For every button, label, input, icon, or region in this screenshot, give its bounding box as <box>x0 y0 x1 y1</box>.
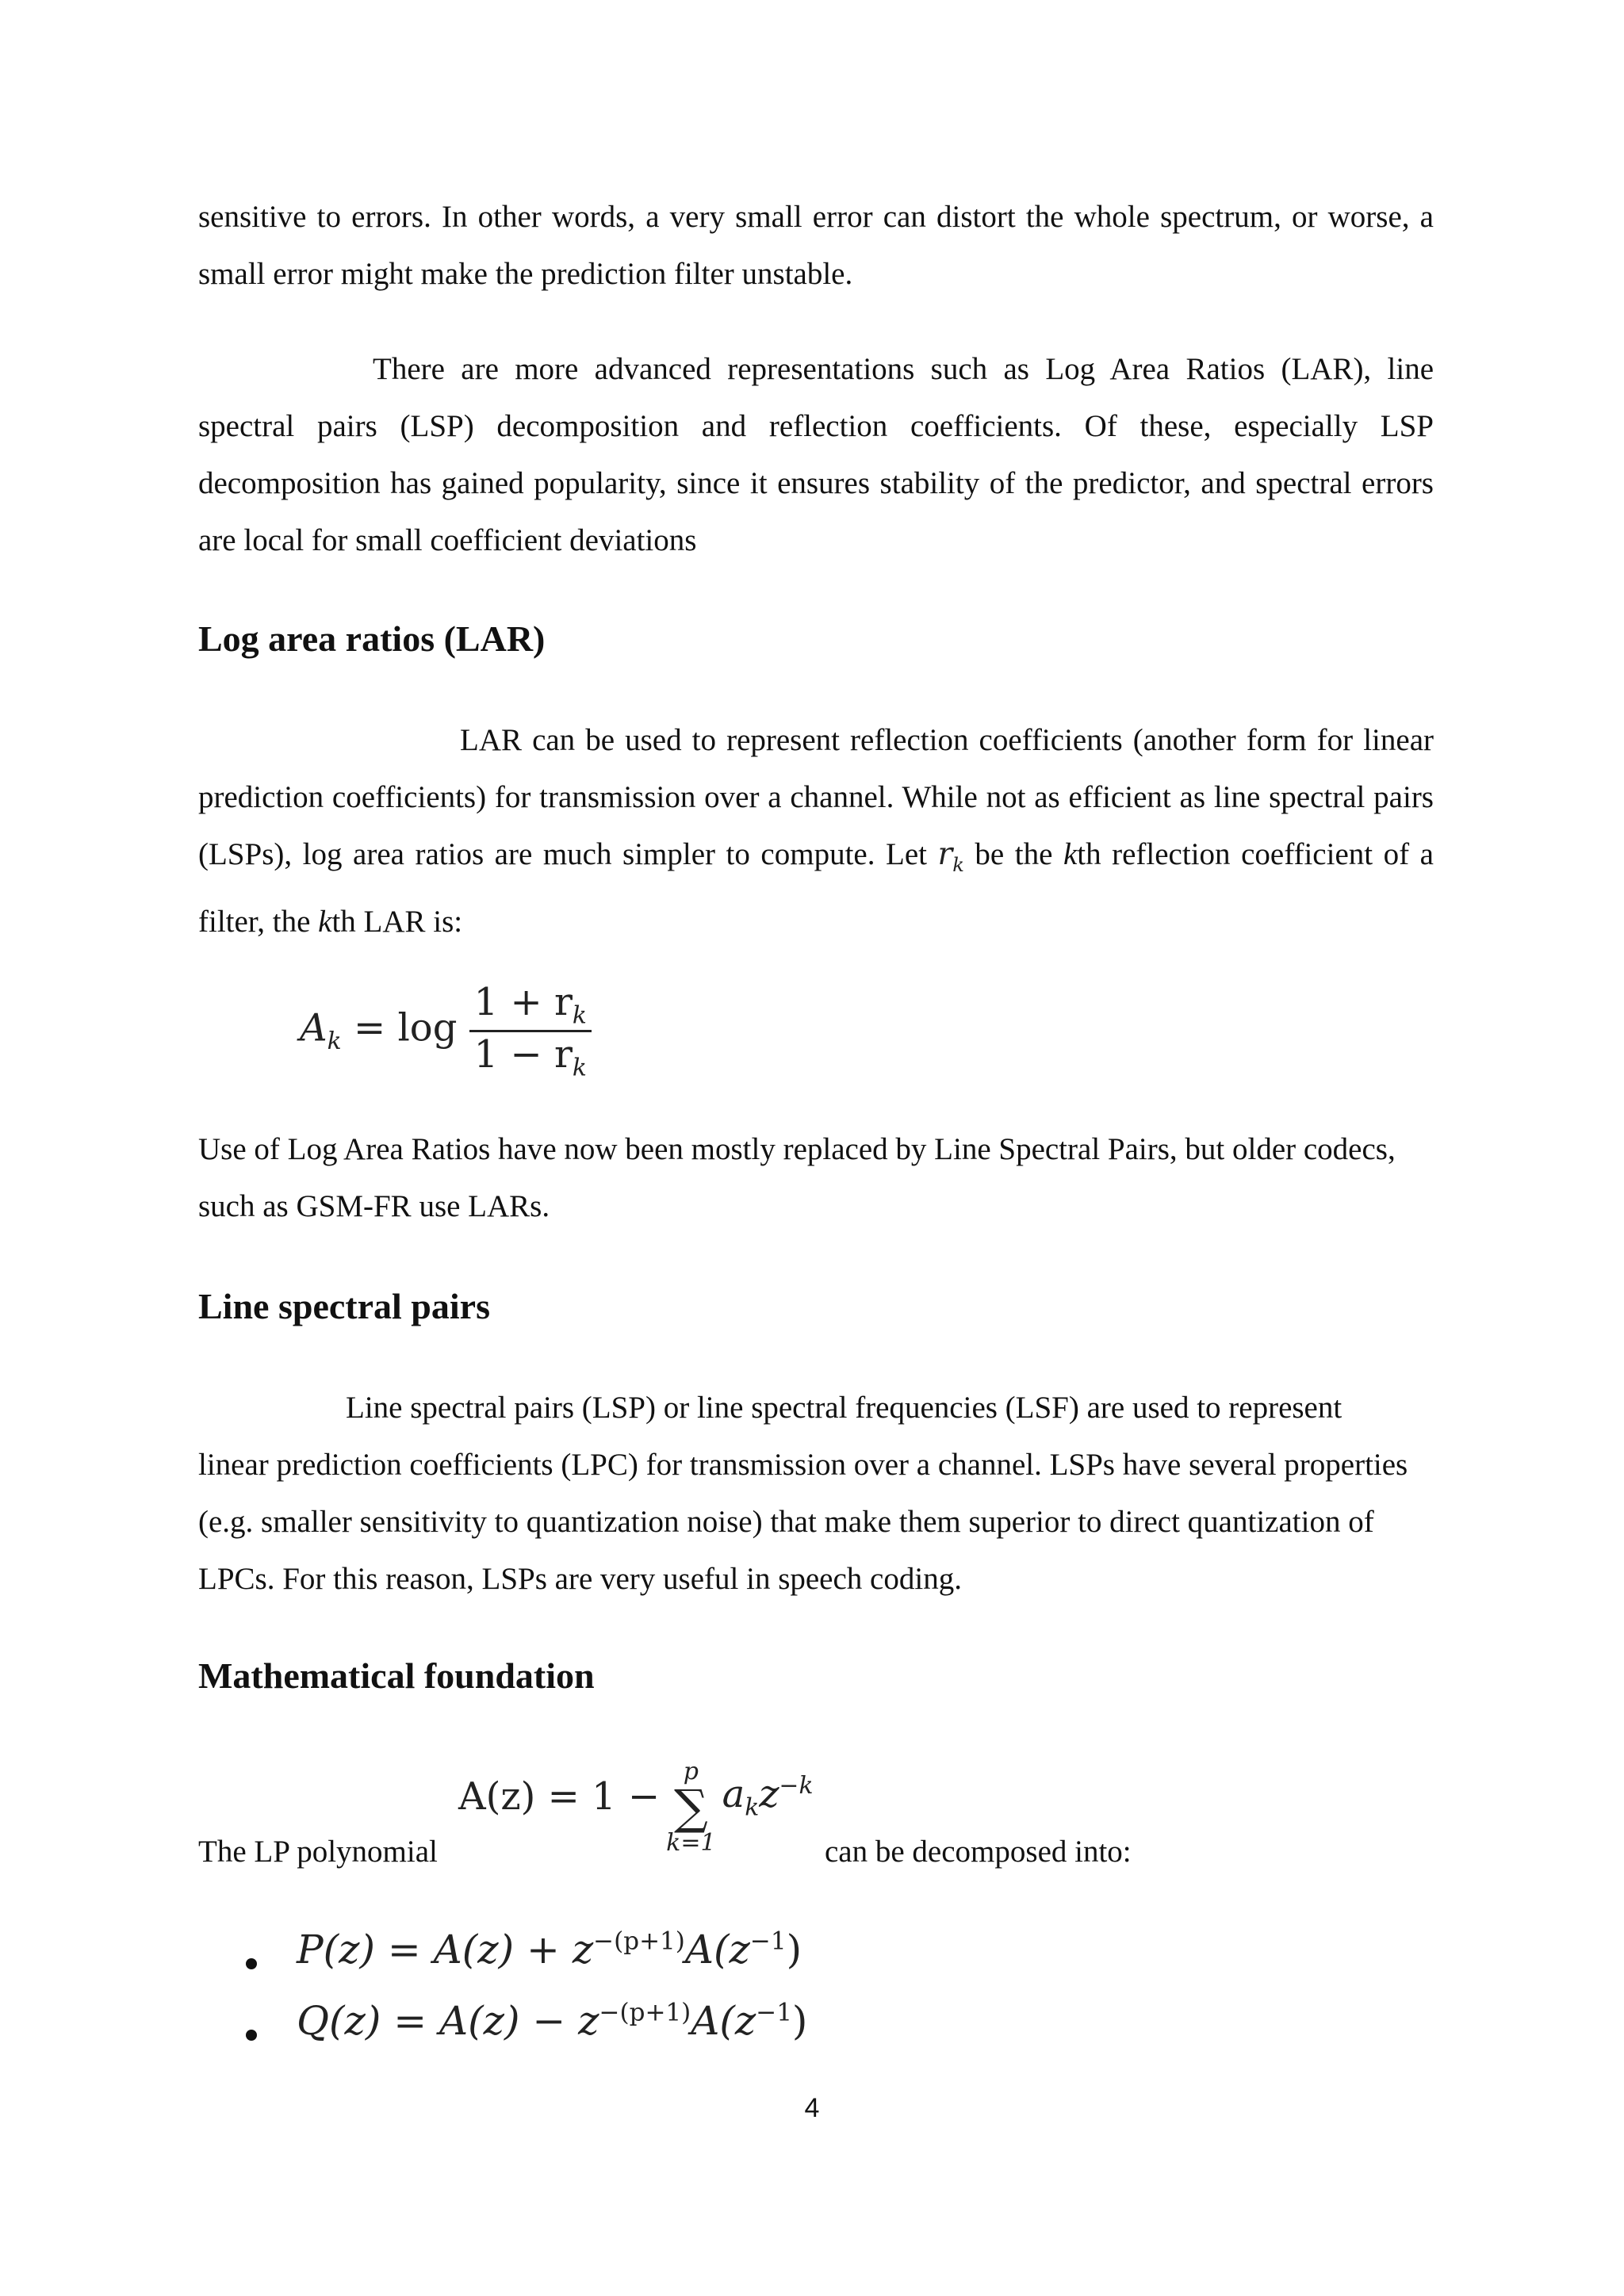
section-heading-lar: Log area ratios (LAR) <box>198 618 546 659</box>
lsp-paragraph-1: Line spectral pairs (LSP) or line spectral frequencies (LSF) are used to represent linear prediction coefficients (LPC) for transmission over a channel. LSPs have several properties (e.g. smaller sensitivity to quantization noise) that make them superior to direct quantization of LPCs. For this reason, LSPs are very useful in speech coding. <box>198 1391 1408 1596</box>
bullet-item-q: $Q(z) = A(z) - z^{-(p+1)}A(z^{-1})$ <box>246 1998 807 2044</box>
lar-equation: $A_k = \log$ $\frac{1 + r_k}{1 - r_k}$ <box>300 980 592 1081</box>
lp-polynomial-equation: A(z) = 1 − p ∑ k=1 $a_kz^{-k}$ <box>458 1758 814 1857</box>
reflection-coefficient-symbol: $r_k$ <box>937 836 964 876</box>
lar-paragraph-2: Use of Log Area Ratios have now been mostly replaced by Line Spectral Pairs, but older codecs, such as GSM-FR use LARs. <box>198 1132 1396 1223</box>
lar-paragraph-1 <box>198 712 1434 951</box>
intro-paragraph-1: sensitive to errors. In other words, a very small error can distort the whole spectrum, or worse, a small error might make the prediction filter unstable. <box>198 200 1434 291</box>
lar-paragraph-1-k: k <box>1063 837 1078 871</box>
bullet-dot-icon <box>246 2030 257 2041</box>
lar-paragraph-1-text-a: LAR can be used to represent reflection coefficients (another form for linear prediction coefficients) for transmission over a channel. While not as efficient as line spectral pairs (LSPs), log area ratios are much simpler to compute. Let <box>198 723 1434 871</box>
bullet-dot-icon <box>246 1958 257 1969</box>
lp-polynomial-tail: can be decomposed into: <box>825 1835 1132 1869</box>
summation-symbol: p ∑ k=1 <box>666 1758 716 1857</box>
section-heading-lsp: Line spectral pairs <box>198 1286 490 1326</box>
intro-paragraph-2: There are more advanced representations such as Log Area Ratios (LAR), line spectral pairs (LSP) decomposition and reflection coefficients. Of these, especially LSP decomposition has gained popularity, since it ensures stability of the predictor, and spectral errors are local for small coefficient deviations <box>198 352 1434 557</box>
lar-paragraph-1-text-d: th LAR is: <box>331 904 463 939</box>
page-number: 4 <box>804 2093 820 2123</box>
lar-fraction: $\frac{1 + r_k}{1 - r_k}$ <box>469 980 592 1081</box>
lar-paragraph-1-text-c: th reflection coefficient of a filter, the <box>198 837 1434 939</box>
section-heading-math: Mathematical foundation <box>198 1655 595 1696</box>
lar-paragraph-1-k2: k <box>318 904 332 939</box>
lar-paragraph-1-text-b: be the <box>963 837 1063 871</box>
bullet-item-p: $P(z) = A(z) + z^{-(p+1)}A(z^{-1})$ <box>246 1927 802 1973</box>
lp-polynomial-label: The LP polynomial <box>198 1835 438 1869</box>
